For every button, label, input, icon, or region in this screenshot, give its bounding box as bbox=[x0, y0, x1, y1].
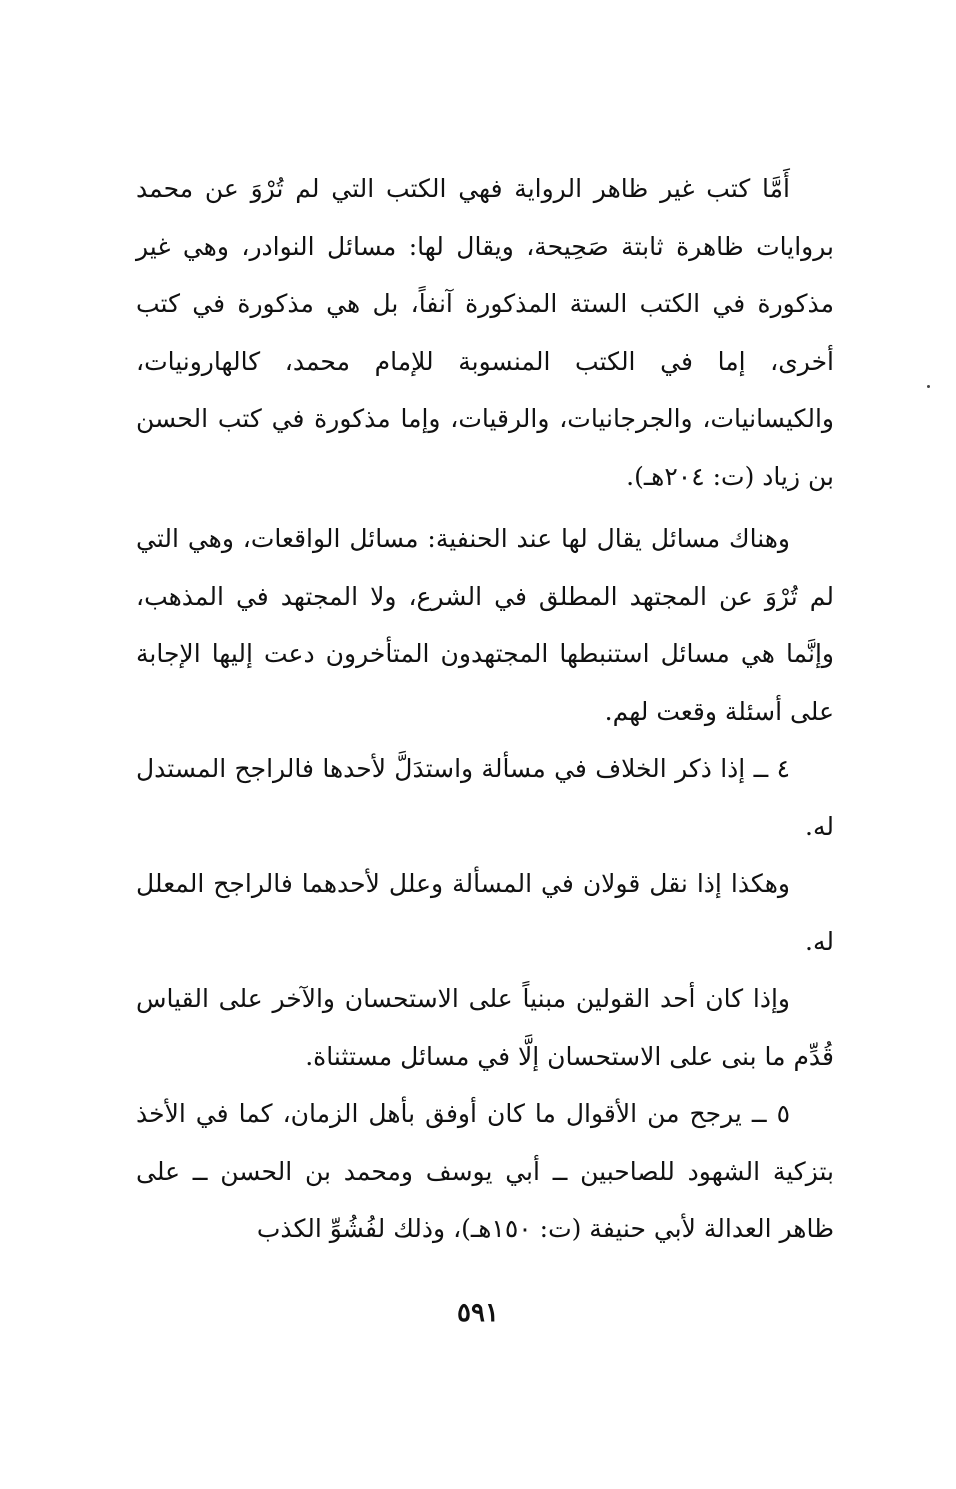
scan-speck bbox=[927, 385, 930, 388]
paragraph-text: ٤ ــ إذا ذكر الخلاف في مسألة واستدَلَّ لأحدها فالراجح المستدل له. bbox=[136, 754, 834, 841]
paragraph-rule-4 bbox=[136, 740, 834, 855]
paragraph-text: وهكذا إذا نقل قولان في المسألة وعلل لأحدهما فالراجح المعلل له. bbox=[136, 869, 834, 956]
paragraph-text: أَمَّا كتب غير ظاهر الرواية فهي الكتب التي لم تُرْوَ عن محمد بروايات ظاهرة ثابتة صَحِيحة، ويقال لها: مسائل النوادر، وهي غير مذكورة في الكتب الستة المذكورة آنفاً، بل هي مذكورة في كتب أخرى، إما في الكتب المنسوبة للإمام محمد، كالهارونيات، والكيسانيات، والجرجانيات، والرقيات، وإما مذكورة في كتب الحسن بن زياد (ت: ٢٠٤هـ). bbox=[136, 174, 834, 491]
paragraph-text: وهناك مسائل يقال لها عند الحنفية: مسائل الواقعات، وهي التي لم تُرْوَ عن المجتهد المطلق في الشرع، ولا المجتهد في المذهب، وإنَّما هي مسائل استنبطها المجتهدون المتأخرون دعت إليها الإجابة على أسئلة وقعت لهم. bbox=[136, 524, 834, 726]
paragraph-waqiat bbox=[136, 510, 834, 740]
paragraph-two-opinions bbox=[136, 855, 834, 970]
page-number: ٥٩١ bbox=[457, 1298, 499, 1328]
paragraph-text: وإذا كان أحد القولين مبنياً على الاستحسان والآخر على القياس قُدِّم ما بنى على الاستحسان إلَّا في مسائل مستثناة. bbox=[136, 984, 834, 1071]
paragraph-rule-5 bbox=[136, 1085, 834, 1258]
paragraph-istihsan bbox=[136, 970, 834, 1085]
paragraph-text: ٥ ــ يرجح من الأقوال ما كان أوفق بأهل الزمان، كما في الأخذ بتزكية الشهود للصاحبين ــ أبي يوسف ومحمد بن الحسن ــ على ظاهر العدالة لأبي حنيفة (ت: ١٥٠هـ)، وذلك لفُشُوِّ الكذب bbox=[136, 1099, 834, 1243]
paragraph-gharib-al-riwaya bbox=[136, 160, 834, 505]
